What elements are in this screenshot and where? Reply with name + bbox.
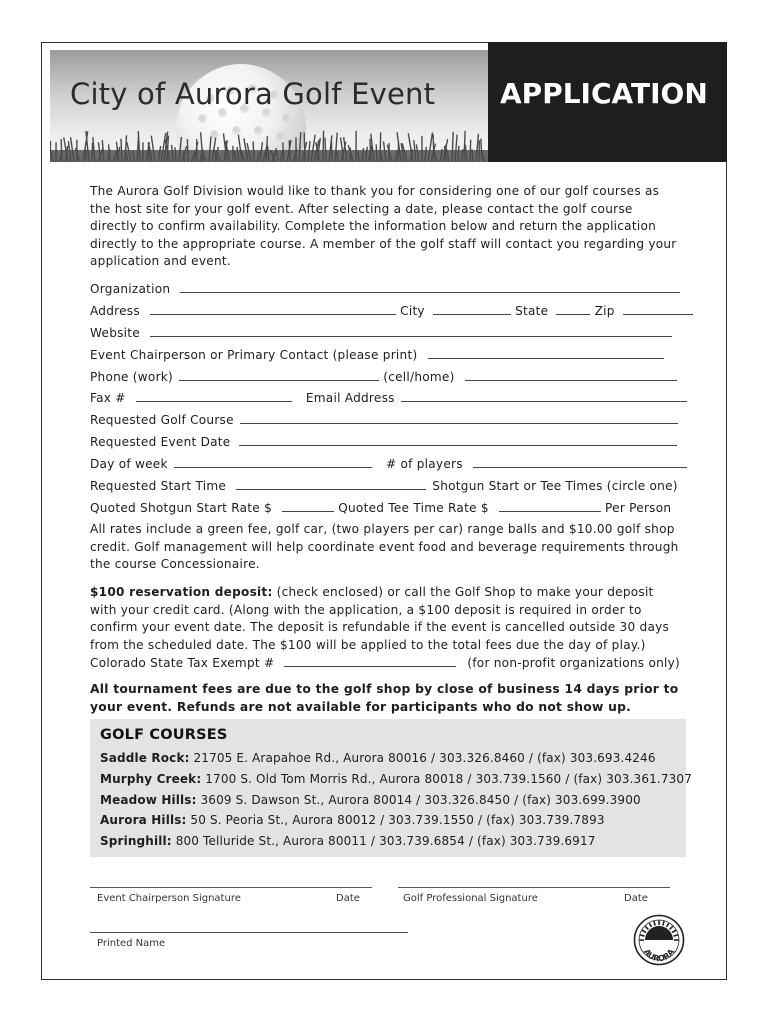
event-date-input[interactable] [239, 434, 677, 446]
course-name: Murphy Creek: [100, 772, 202, 786]
day-of-week-input[interactable] [174, 456, 372, 468]
course-info: 3609 S. Dawson St., Aurora 80014 / 303.326.8450 / (fax) 303.699.3900 [196, 793, 641, 807]
course-info: 50 S. Peoria St., Aurora 80012 / 303.739.1550 / (fax) 303.739.7893 [186, 813, 605, 827]
website-input[interactable] [150, 325, 672, 337]
rates-row [90, 500, 680, 517]
event-date-label: Requested Event Date [90, 435, 231, 449]
state-input[interactable] [556, 303, 590, 315]
course-row [90, 412, 680, 429]
address-row [90, 303, 680, 320]
phone-work-label: Phone (work) [90, 370, 174, 384]
shotgun-rate-input[interactable] [282, 500, 334, 512]
grass-icon [50, 124, 488, 162]
organization-label: Organization [90, 282, 171, 296]
shotgun-or-tee-label: Shotgun Start or Tee Times (circle one) [432, 479, 678, 493]
fees-notice: All tournament fees are due to the golf shop by close of business 14 days prior to your event. Refunds are not available for participants who do not show up. [90, 682, 679, 714]
deposit-paragraph [90, 584, 682, 654]
deposit-heading: $100 reservation deposit: [90, 585, 273, 599]
fax-input[interactable] [136, 390, 292, 402]
phone-cell-label: (cell/home) [383, 370, 455, 384]
website-row [90, 325, 680, 342]
address-label: Address [90, 304, 140, 318]
tax-exempt-input[interactable] [284, 655, 456, 667]
course-name: Aurora Hills: [100, 813, 187, 827]
day-of-week-label: Day of week [90, 457, 168, 471]
start-time-label: Requested Start Time [90, 479, 227, 493]
zip-label: Zip [594, 304, 615, 318]
course-item [100, 772, 692, 786]
organization-row [90, 281, 680, 298]
tax-exempt-note: (for non-profit organizations only) [467, 656, 680, 670]
phone-work-input[interactable] [179, 369, 379, 381]
zip-input[interactable] [623, 303, 693, 315]
printed-name-line[interactable] [90, 931, 408, 933]
num-players-input[interactable] [473, 456, 687, 468]
application-label: APPLICATION [500, 77, 708, 110]
printed-name-label: Printed Name [97, 938, 166, 949]
seal-text: AURORA [641, 947, 677, 964]
course-item [100, 813, 605, 827]
organization-input[interactable] [180, 281, 680, 293]
email-label: Email Address [305, 391, 395, 405]
phone-row [90, 369, 680, 386]
address-input[interactable] [150, 303, 396, 315]
chairperson-signature-line[interactable] [90, 886, 372, 888]
shotgun-rate-label: Quoted Shotgun Start Rate $ [90, 501, 273, 515]
contact-row [90, 347, 680, 364]
tee-rate-label: Quoted Tee Time Rate $ [338, 501, 489, 515]
city-label: City [400, 304, 425, 318]
course-name: Springhill: [100, 834, 172, 848]
tee-rate-input[interactable] [499, 500, 601, 512]
per-person-label: Per Person [605, 501, 672, 515]
tax-exempt-label: Colorado State Tax Exempt # [90, 656, 275, 670]
course-item [100, 751, 656, 765]
contact-label: Event Chairperson or Primary Contact (please print) [90, 348, 418, 362]
city-input[interactable] [433, 303, 511, 315]
rates-note: All rates include a green fee, golf car, (two players per car) range balls and $10.00 golf shop credit. Golf management will help coordinate event food and beverage requirements through the course Concessionaire. [90, 522, 679, 572]
website-label: Website [90, 326, 140, 340]
tax-row [90, 655, 680, 672]
chairperson-date-label: Date [336, 893, 360, 904]
num-players-label: # of players [385, 457, 463, 471]
deposit-text: (check enclosed) or call the Golf Shop to make your deposit with your credit card. (Along with the application, a $100 deposit is required in order to confirm your event date. The deposit is refundable if the event is cancelled outside 30 days from the scheduled date. The $100 will be applied to the total fees due the day of play.) [90, 585, 670, 652]
course-name: Saddle Rock: [100, 751, 190, 765]
golf-pro-date-label: Date [624, 893, 648, 904]
course-info: 800 Telluride St., Aurora 80011 / 303.739.6854 / (fax) 303.739.6917 [171, 834, 596, 848]
state-label: State [515, 304, 549, 318]
chairperson-signature-label: Event Chairperson Signature [97, 893, 241, 904]
course-input[interactable] [240, 412, 678, 424]
golf-courses-title: GOLF COURSES [100, 727, 228, 743]
course-info: 1700 S. Old Tom Morris Rd., Aurora 80018 / 303.739.1560 / (fax) 303.361.7307 [201, 772, 692, 786]
fax-email-row [90, 390, 680, 407]
fax-label: Fax # [90, 391, 126, 405]
golf-pro-signature-label: Golf Professional Signature [403, 893, 538, 904]
page-title: City of Aurora Golf Event [70, 77, 436, 111]
contact-input[interactable] [428, 347, 664, 359]
course-item [100, 834, 596, 848]
email-input[interactable] [401, 390, 687, 402]
start-time-input[interactable] [236, 478, 426, 490]
intro-paragraph: The Aurora Golf Division would like to thank you for considering one of our golf courses as the host site for your golf event. After selecting a date, please contact the golf course directly to confirm availability. Complete the information below and return the application directly to the appropriate course. A member of the golf staff will contact you regarding your application and event. [90, 184, 677, 269]
course-item [100, 793, 641, 807]
day-players-row [90, 456, 680, 473]
course-name: Meadow Hills: [100, 793, 197, 807]
course-info: 21705 E. Arapahoe Rd., Aurora 80016 / 303.326.8460 / (fax) 303.693.4246 [189, 751, 656, 765]
event-date-row [90, 434, 680, 451]
course-label: Requested Golf Course [90, 413, 234, 427]
start-time-row [90, 478, 680, 495]
golf-pro-signature-line[interactable] [398, 886, 670, 888]
phone-cell-input[interactable] [465, 369, 677, 381]
aurora-seal-icon [633, 914, 685, 966]
